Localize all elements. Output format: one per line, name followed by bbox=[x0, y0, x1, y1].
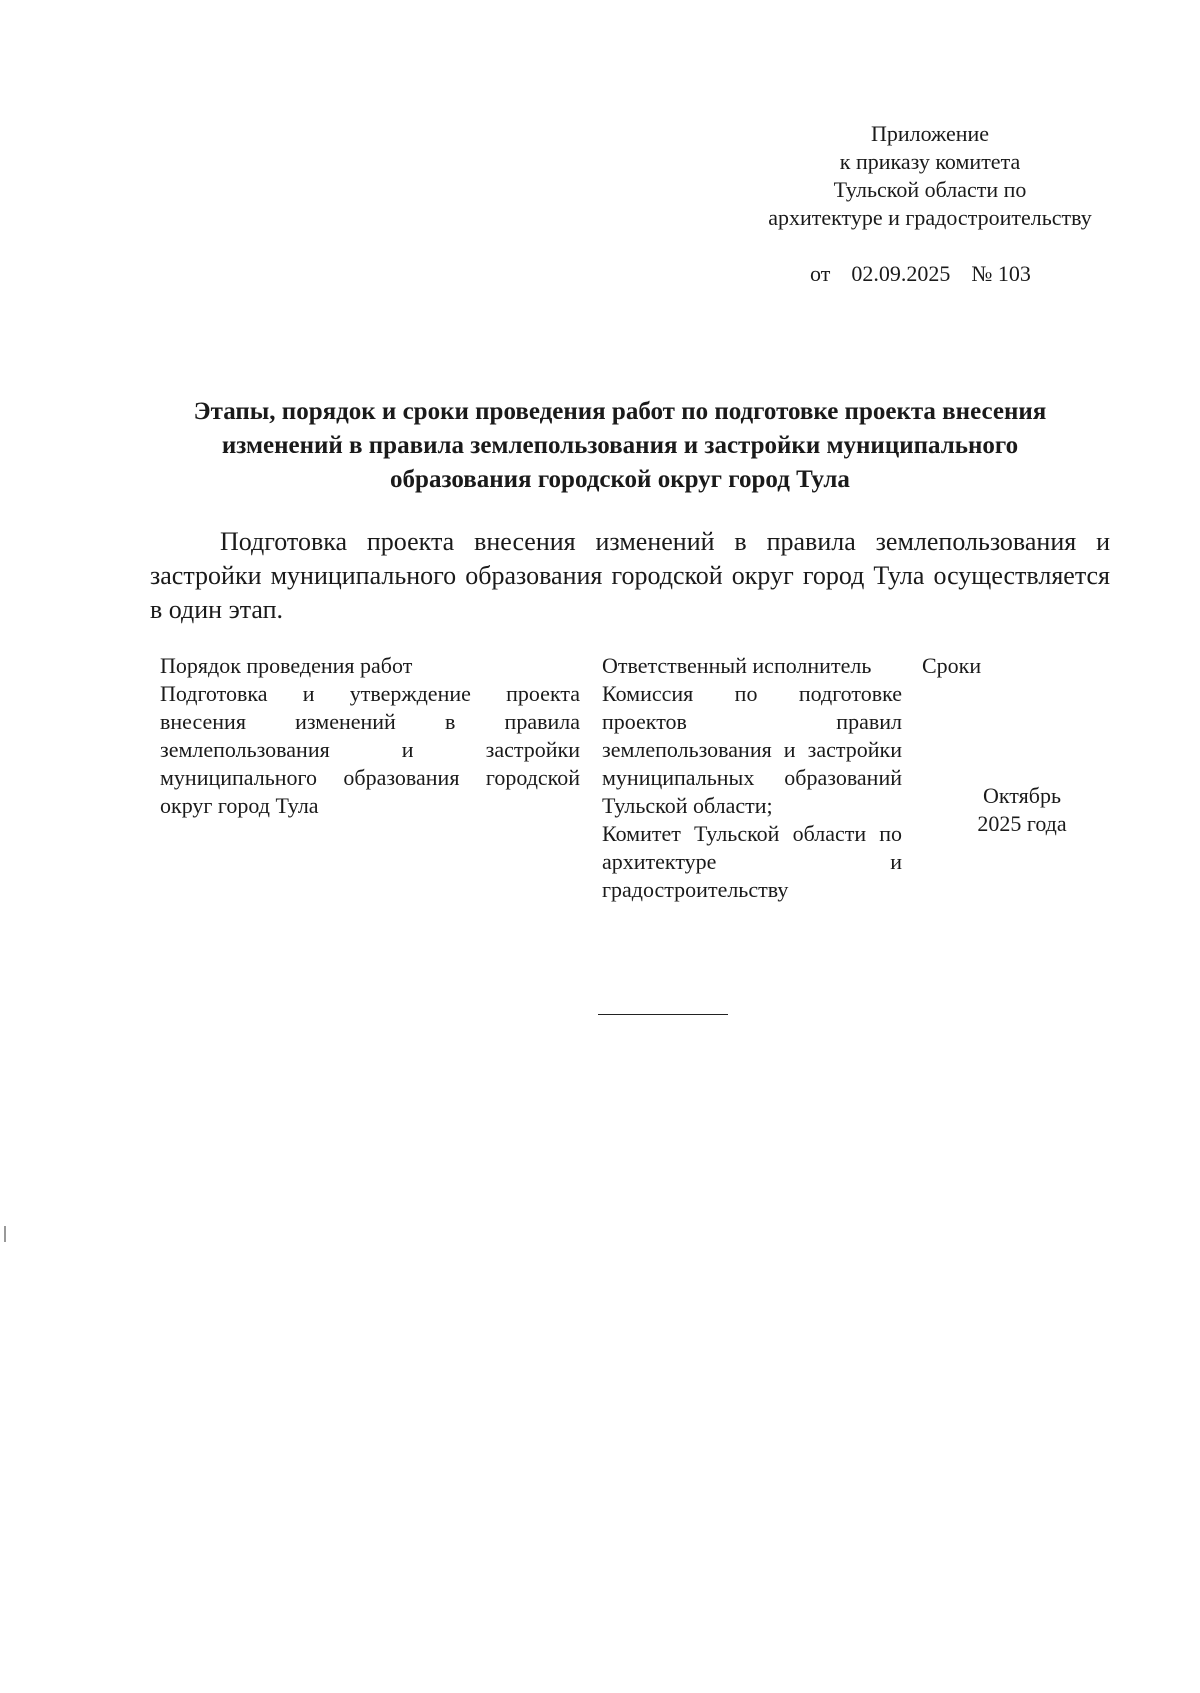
end-of-document-rule bbox=[598, 1014, 728, 1015]
deadline-column-header: Сроки bbox=[922, 653, 982, 678]
deadline-year: 2025 года bbox=[977, 811, 1067, 836]
order-date: 02.09.2025 bbox=[851, 261, 951, 286]
title-line-1: Этапы, порядок и сроки проведения работ по подготовке проекта внесения bbox=[193, 398, 1047, 425]
order-date-number bbox=[810, 260, 1031, 288]
deadline-column bbox=[922, 652, 1067, 836]
work-column-header: Порядок проведения работ bbox=[160, 653, 413, 678]
title-line-3: образования городской округ город Тула bbox=[390, 466, 850, 493]
deadline-month: Октябрь bbox=[983, 783, 1061, 808]
executor-column bbox=[602, 652, 902, 904]
executor-commission: Комиссия по подготовке проектов правил землепользования и застройки муниципальных образований Тульской области; bbox=[602, 681, 902, 818]
order-date-prefix: от bbox=[810, 261, 831, 286]
intro-paragraph: Подготовка проекта внесения изменений в правила землепользования и застройки муниципального образования городской округ город Тула осуществляется в один этап. bbox=[150, 527, 1110, 624]
appendix-committee-region: Тульской области по bbox=[833, 177, 1027, 202]
document-title bbox=[140, 395, 1100, 497]
deadline-value bbox=[922, 782, 1122, 838]
appendix-committee-field: архитектуре и градостроительству bbox=[768, 205, 1092, 230]
order-number: № 103 bbox=[971, 261, 1031, 286]
executor-committee: Комитет Тульской области по архитектуре и градостроительству bbox=[602, 821, 902, 902]
title-line-2: изменений в правила землепользования и застройки муниципального bbox=[221, 432, 1019, 459]
appendix-order-reference: к приказу комитета bbox=[839, 149, 1021, 174]
work-description: Подготовка и утверждение проекта внесения изменений в правила землепользования и застройки муниципального образования городской округ город Тула bbox=[160, 681, 580, 818]
appendix-header bbox=[740, 120, 1120, 232]
executor-column-header: Ответственный исполнитель bbox=[602, 653, 872, 678]
scan-artifact bbox=[4, 1226, 6, 1242]
work-column bbox=[160, 652, 580, 820]
appendix-label: Приложение bbox=[870, 121, 990, 146]
